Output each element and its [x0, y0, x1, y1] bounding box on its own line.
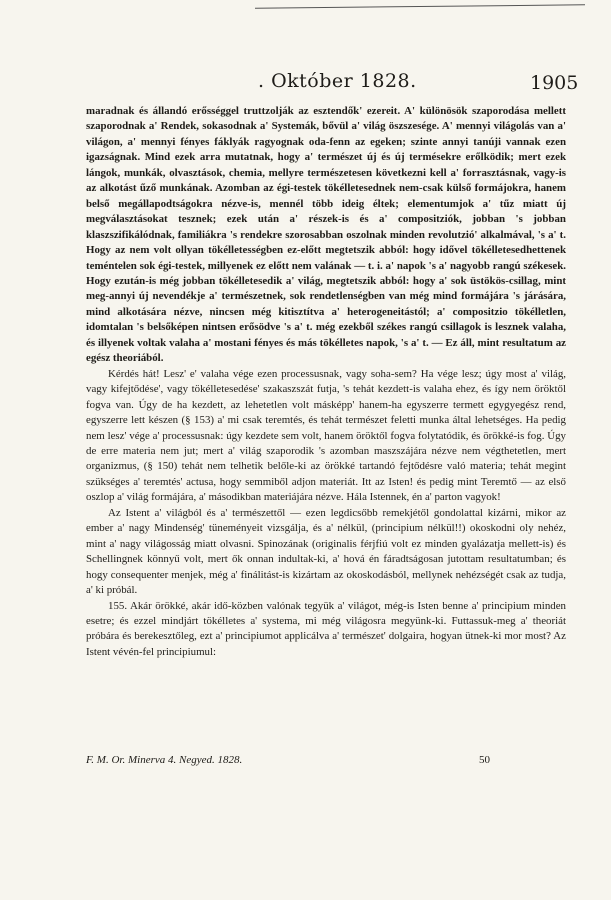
page-number: 1905	[530, 72, 579, 94]
paragraph-god-argument: Az Istent a' világból és a' természettől — ezen legdicsőbb remekjétől gondolattal kizárni, mikor az ember a' nagy Mindenség' tüneményeit vizsgálja, és a' nélkül, (principium nélkül!!) okoskodni oly nehéz, mint a' nagy világosság miatt olvasni. Spinozának (originalis férjfiú volt ez minden gyalázatja mellett-is) és Schellingnek könnyű volt, mert ők onnan indultak-ki, a' hová én fáradtságosan jutottam resultatumban; és hogy consequenter menjek, még a' finálitást-is kizártam az okoskodásból, mellynek nehézségét csak az tudja, a' ki próbál.	[86, 506, 566, 597]
top-rule	[255, 4, 585, 8]
paragraph-section-155: 155. Akár örökké, akár idő-közben valónak tegyük a' világot, még-is Isten benne a' principium minden esetre; és ezzel mindjárt tökélletes a' systema, mi még világosra megyünk-ki. Futtassuk-meg a' theoriát próbára és berekesztőleg, ezt a' principiumot applicálva a' természet' dolgaira, hogyan ütnek-ki mor most? Az Istent vévén-fel principiumul:	[86, 599, 566, 658]
page-footer	[86, 754, 566, 772]
printer-signature: F. M. Or. Minerva 4. Negyed. 1828.	[86, 754, 243, 766]
paragraph-question: Kérdés hát! Lesz' e' valaha vége ezen processusnak, vagy soha-sem? Ha vége lesz; úgy most a' világ, vagy kifejtődése', vagy tökélletesedése' szakaszszát futja, 's tehát kezdett-is valaha ehez, és így nem öröktől fogva van. Úgy de ha kezdett, az lehetetlen volt másképp' hanem-ha egyszerre termett egygyegész rend, egyszerre lett készen (§ 153) a' mi csak teremtés, és tehát természet feletti munka által lehetséges. Ha pedig nem lesz' vége a' processusnak: úgy kezdete sem volt, hanem öröktől fogva folytatódik, és örökké-is fog. Úgy de erre materia nem jut; mert a' világ szaporodik 's azomban maszszájára nézve nem végthetetlen, mert organizmus, (§ 150) tehát nem telhetik belőle-ki az örökké tartandó fejtődésre való materia; tehát megint szükséges a' teremtés' actusa, hogy semmiből adjon materiát. Itt az Isten! és pedig mint Teremtő — az első oszlop a' világ formájára, a' másodikban materiájára nézve. Hála Istennek, én a' parton vagyok!	[86, 367, 566, 504]
sheet-number: 50	[479, 754, 490, 766]
page-header	[0, 70, 611, 100]
article-body	[86, 104, 566, 660]
running-title: . Október 1828.	[258, 70, 417, 92]
paragraph-continuation: maradnak és állandó erősséggel truttzolják az esztendők' ezereit. A' különösök szaporodása mellett szaporodnak a' Rendek, sokasodnak a' Systemák, bővül a' világ öszszesége. A' mennyi világolás van a' világon, a' mennyi fényes fáklyák ragyognak oda-fenn az egeken; szinte annyi tanúji vannak ezen igazságnak. Mind ezek arra mutatnak, hogy a' természet új és új termésekre erőlködik; mert ezek lángok, munkák, olvasztások, chemia, mellyre természetesen következni kell a' forrasztásnak, vagy-is az alkotást űző munkának. Azomban az égi-testek tökélletesednek nem-csak külső formájokra, hanem belső megállapodtságokra nézve-is, mennél több ideig éltek; elementumjok a' tűz miatt új megválasztásokat tesznek; ezek után a' részek-is és a' compositziók, jobban 's jobban klaszszifikálódnak, familiákra 's rendekre szorosabban oszolnak minden revolutzió' alkalmával, 's a' t. Hogy az nem volt ollyan tökélletességben ez-előtt megtetszik abból: hogy idővel tökélletesedhettenek teméntelen sok égi-testek, millyenek ez előtt nem valának — t. i. a' napok 's a' nagyobb rangú székesek. Hogy ezután-is még jobban tökélletesedik a' világ, megtetszik abból: hogy a' sok üstökös-csillag, mint meg-annyi új nevendékje a' természetnek, sok rendetlenségben van még mind formájára 's járására, mind alkotására nézve, nincsen még kitisztítva a' heterogeneitástól; a' compositzio tökélletlen, idomtalan 's belsőképen nintsen erősödve 's a' t. még ezekből székes rangú csillagok is lesznek valaha, és illyenek voltak valaha a' mostani fényes és más tökélletes napok, 's a' t. — Ez áll, mint resultatum az egész theoriából.	[86, 105, 566, 365]
